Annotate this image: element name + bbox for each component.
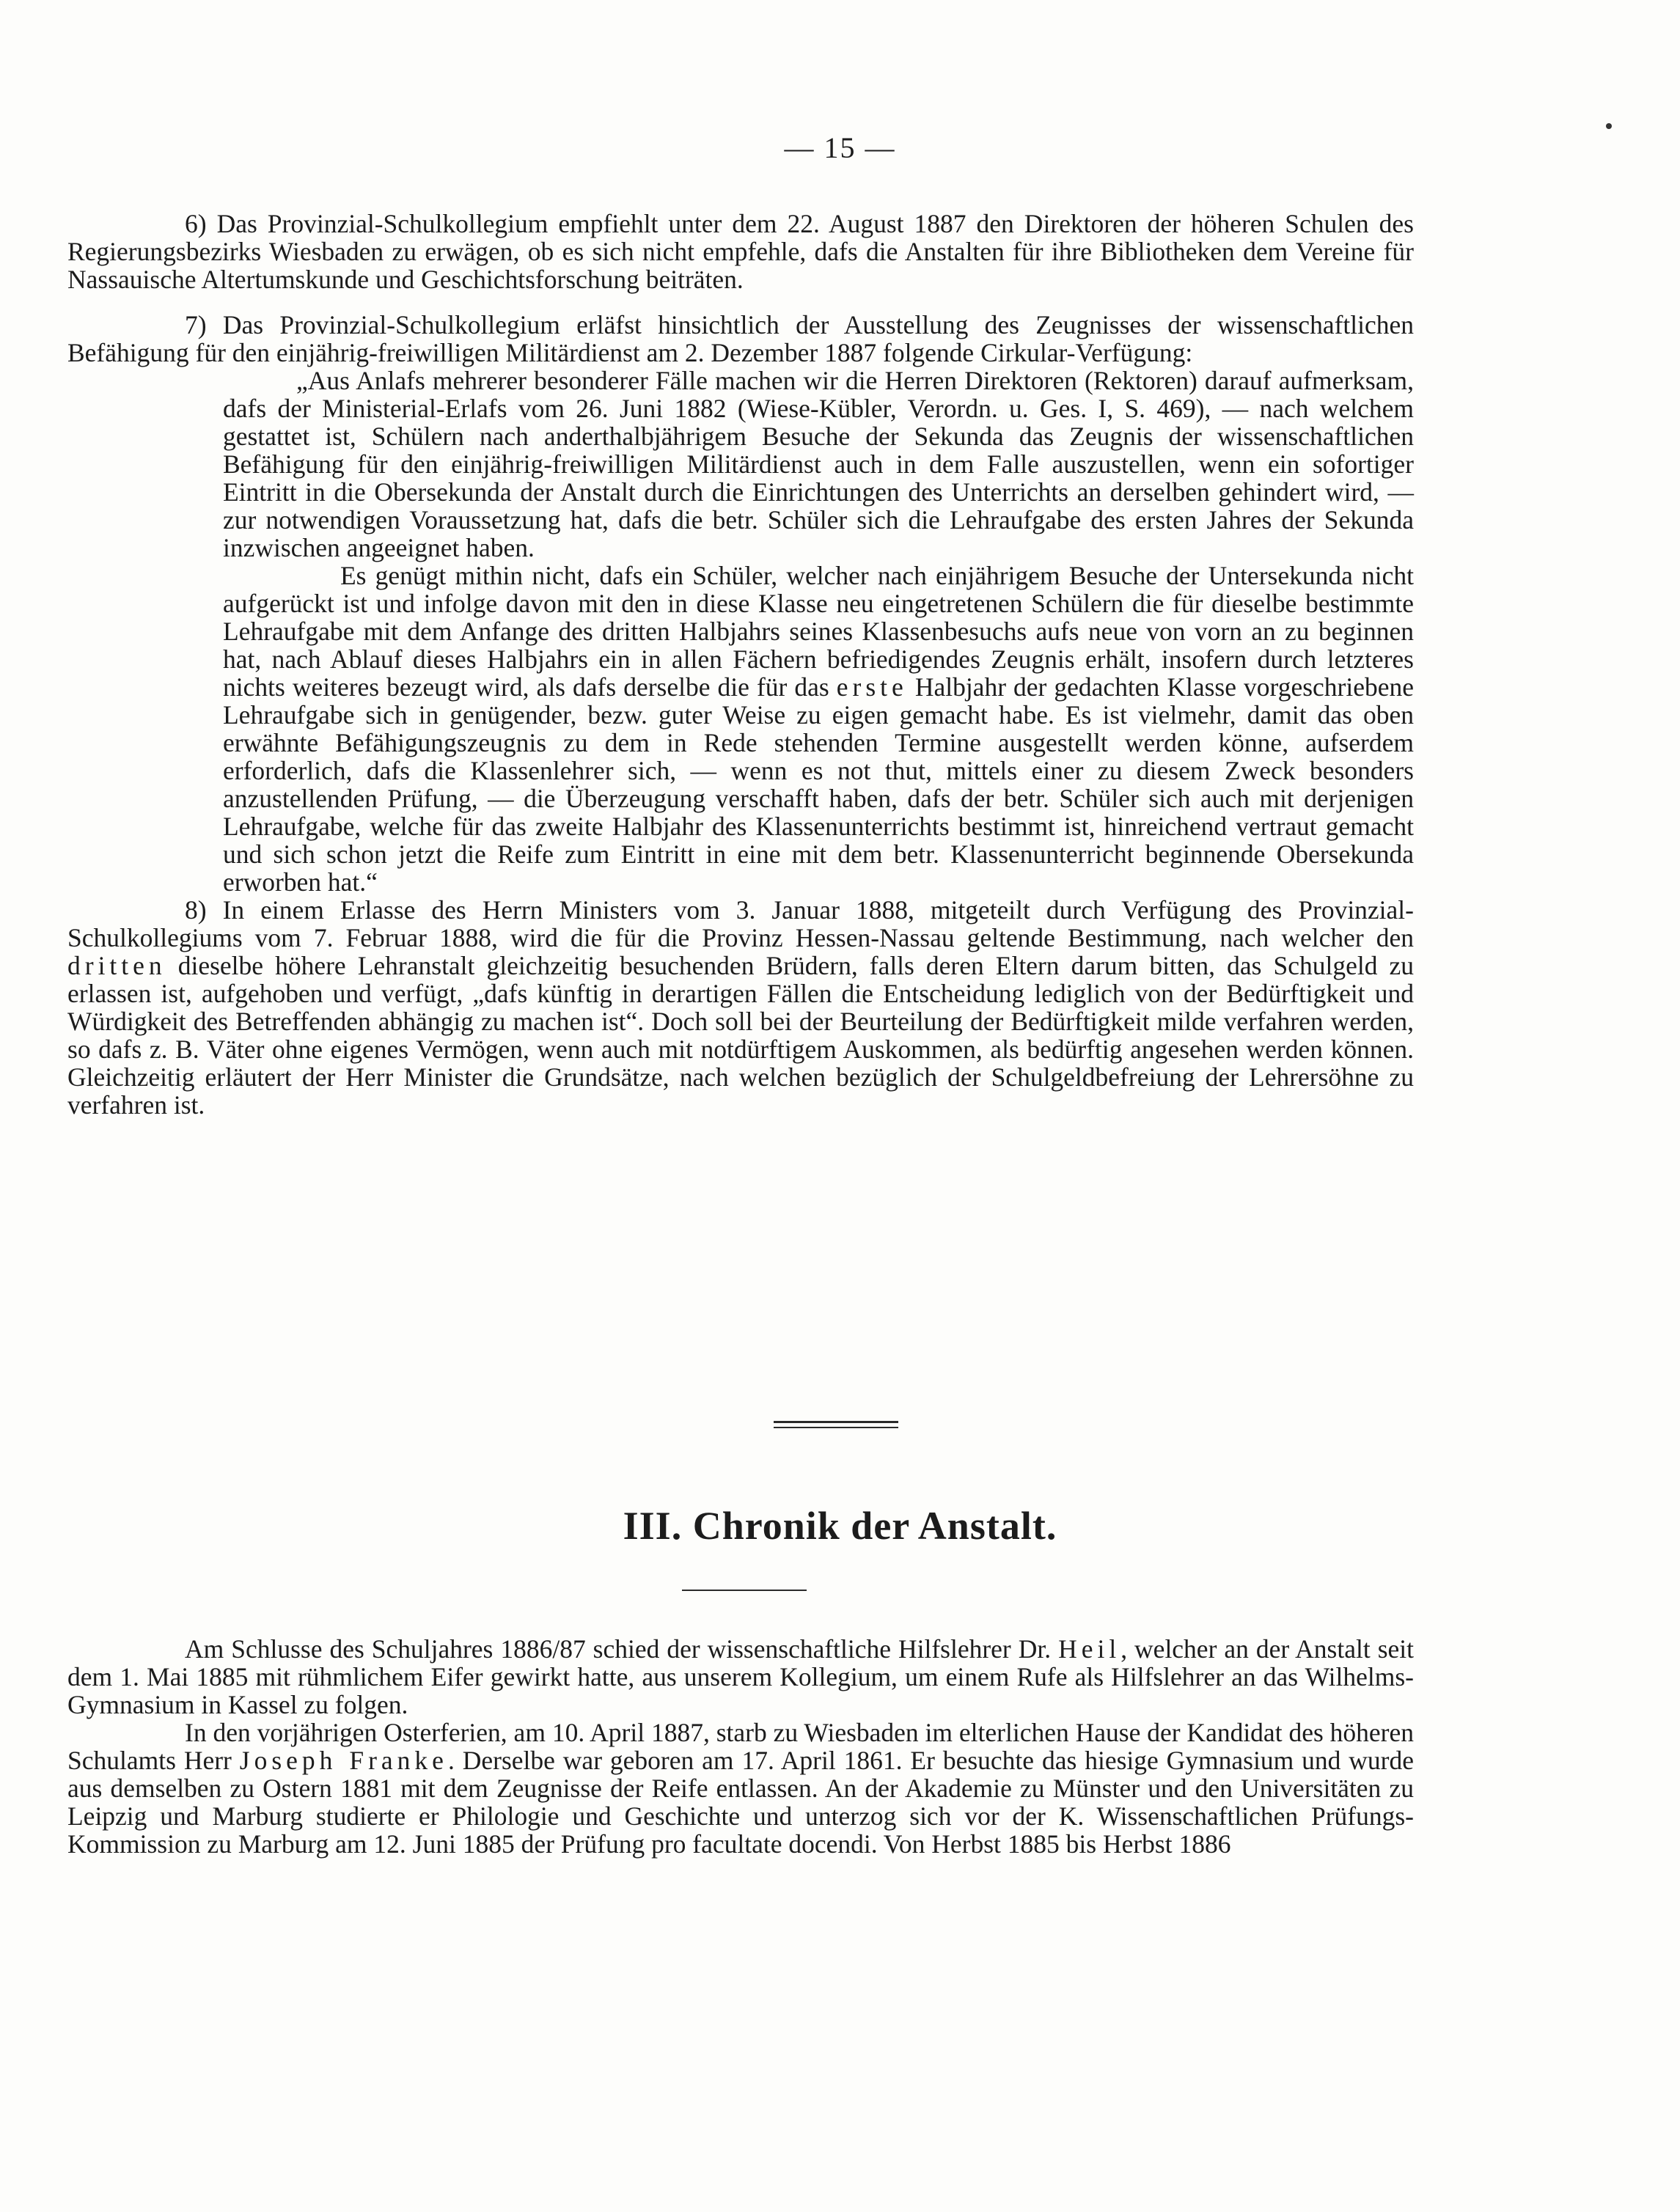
quote-2-text-a: Es genügt mithin nicht, dafs ein Schüler, welcher nach einjährigem Besuche der Untersekunda nicht aufgerückt ist und infolge davon mit den in diese Klasse neu eingetretenen Schülern die für dieselbe bestimmte Lehraufgabe mit dem Anfange des dritten Halbjahrs seines Klassenbesuchs aufs neue von vorn an zu beginnen hat, nach Ablauf dieses Halbjahrs ein in allen Fächern befriedigendes Zeugnis erhält, insofern durch letzteres nichts weiteres bezeugt wird, als dafs derselbe die für das <box>223 561 1414 702</box>
section-chronicle <box>67 1635 1414 1858</box>
printed-dot-mark <box>1606 123 1612 129</box>
chronicle-paragraph-1 <box>67 1635 1414 1719</box>
paragraph-8 <box>67 896 1414 1119</box>
heading-underline <box>682 1590 807 1591</box>
quote-paragraph-2 <box>223 562 1414 896</box>
section-divider-line <box>774 1421 898 1423</box>
paragraph-8-text-a: 8) In einem Erlasse des Herrn Ministers vom 3. Januar 1888, mitgeteilt durch Verfügung des Provinzial-Schulkollegiums vom 7. Februar 1888, wird die für die Provinz Hessen-Nassau geltende Bestimmung, nach welcher den <box>67 895 1414 952</box>
paragraph-8-text-b: dieselbe höhere Lehranstalt gleichzeitig besuchenden Brüdern, falls deren Eltern darum bitten, das Schulgeld zu erlassen ist, aufgehoben und verfügt, „dafs künftig in derartigen Fällen die Entscheidung lediglich von der Bedürftigkeit und Würdigkeit des Betreffenden abhängig zu machen ist“. Doch soll bei der Beurteilung der Bedürftigkeit milde verfahren werden, so dafs z. B. Väter ohne eigenes Vermögen, wenn auch mit notdürftigem Auskommen, als bedürftig angesehen werden können. Gleichzeitig erläutert der Herr Minister die Grundsätze, nach welchen bezüglich der Schulgeldbefreiung der Lehrersöhne zu verfahren ist. <box>67 951 1415 1120</box>
section-divider-line-double <box>774 1427 898 1428</box>
paragraph-6: 6) Das Provinzial-Schulkollegium empfiehlt unter dem 22. August 1887 den Direktoren der höheren Schulen des Regierungsbezirks Wiesbaden zu erwägen, ob es sich nicht empfehle, dafs die Anstalten für ihre Bibliotheken dem Vereine für Nassauische Altertumskunde und Geschichtsforschung beiträten. <box>67 209 1414 294</box>
section-regulations <box>67 210 1414 1119</box>
section-heading: III. Chronik der Anstalt. <box>623 1504 1057 1548</box>
quote-2-emphasis: erste <box>836 672 908 702</box>
chronicle-1-emphasis: Heil <box>1058 1634 1121 1664</box>
chronicle-2-emphasis: Joseph Franke <box>239 1746 448 1775</box>
chronicle-2-text-b: . Derselbe war geboren am 17. April 1861. Er besuchte das hiesige Gymnasium und wurde aus demselben zu Ostern 1881 mit dem Zeugnisse der Reife entlassen. An der Akademie zu Münster und den Universitäten zu Leipzig und Marburg studierte er Philologie und Geschichte und unterzog sich vor der K. Wissenschaftlichen Prüfungs-Kommission zu Marburg am 12. Juni 1885 der Prüfung pro facultate docendi. Von Herbst 1885 bis Herbst 1886 <box>67 1746 1415 1859</box>
paragraph-8-emphasis: dritten <box>67 951 166 980</box>
chronicle-paragraph-2 <box>67 1719 1414 1858</box>
chronicle-1-text-b: , welcher an der Anstalt seit dem 1. Mai 1885 mit rühmlichem Eifer gewirkt hatte, aus unserem Kollegium, um einem Rufe als Hilfslehrer an das Wilhelms-Gymnasium in Kassel zu folgen. <box>67 1634 1414 1719</box>
paragraph-7: 7) Das Provinzial-Schulkollegium erläfst hinsichtlich der Ausstellung des Zeugnisses der wissenschaftlichen Befähigung für den einjährig-freiwilligen Militärdienst am 2. Dezember 1887 folgende Cirkular-Verfügung: <box>67 310 1414 367</box>
quote-paragraph-1: „Aus Anlafs mehrerer besonderer Fälle machen wir die Herren Direktoren (Rektoren) darauf aufmerksam, dafs der Ministerial-Erlafs vom 26. Juni 1882 (Wiese-Kübler, Verordn. u. Ges. I, S. 469), — nach welchem gestattet ist, Schülern nach anderthalbjährigem Besuche der Sekunda das Zeugnis der wissenschaftlichen Befähigung für den einjährig-freiwilligen Militärdienst auch in dem Falle auszustellen, wenn ein sofortiger Eintritt in die Obersekunda der Anstalt durch die Einrichtungen des Unterrichts an derselben gehindert wird, — zur notwendigen Voraussetzung hat, dafs die betr. Schüler sich die Lehraufgabe des ersten Jahres der Sekunda inzwischen angeeignet haben. <box>223 366 1414 562</box>
quote-2-text-b: Halbjahr der gedachten Klasse vorgeschriebene Lehraufgabe sich in genügender, bezw. guter Weise zu eigen gemacht habe. Es ist vielmehr, damit das oben erwähnte Befähigungszeugnis zu dem in Rede stehenden Termine ausgestellt werden könne, aufserdem erforderlich, dafs die Klassenlehrer sich, — wenn es not thut, mittels einer zu diesem Zweck besonders anzustellenden Prüfung, — die Überzeugung verschafft haben, dafs der betr. Schüler sich auch mit derjenigen Lehraufgabe, welche für das zweite Halbjahr des Klassenunterrichts bestimmt ist, hinreichend vertraut gemacht und sich schon jetzt die Reife zum Eintritt in eine mit dem betr. Klassenunterricht beginnende Obersekunda erworben hat.“ <box>223 672 1414 897</box>
page-number: — 15 — <box>784 131 896 164</box>
chronicle-2-text-a: In den vorjährigen Osterferien, am 10. April 1887, starb zu Wiesbaden im elterlichen Hause der Kandidat des höheren Schulamts Herr <box>67 1718 1414 1775</box>
chronicle-1-text-a: Am Schlusse des Schuljahres 1886/87 schied der wissenschaftliche Hilfslehrer Dr. <box>185 1634 1052 1664</box>
